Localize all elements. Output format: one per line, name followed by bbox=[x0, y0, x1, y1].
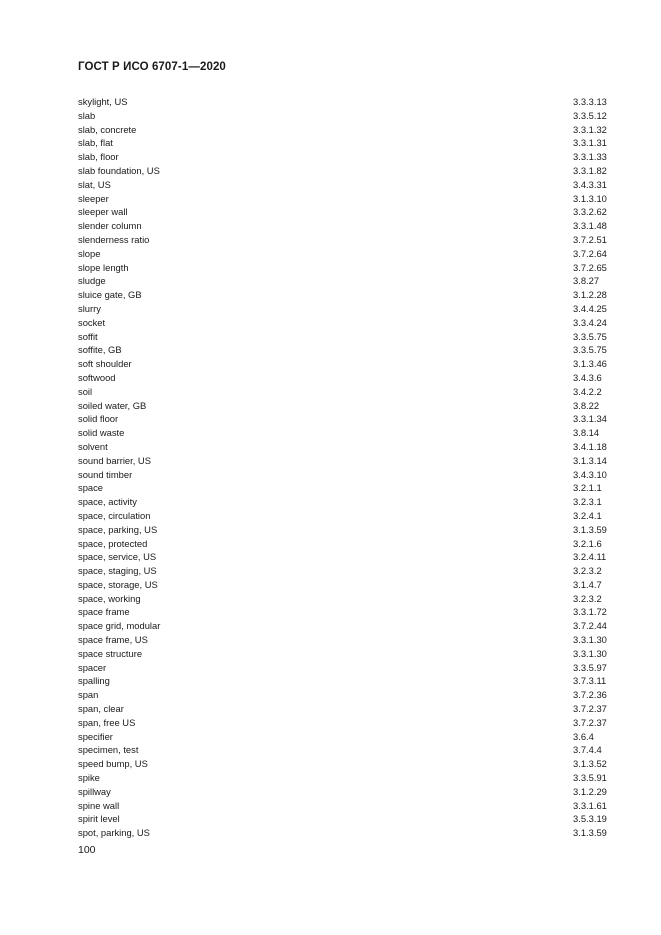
index-entry bbox=[78, 537, 611, 551]
index-entry bbox=[78, 109, 611, 123]
index-term: speed bump, US bbox=[78, 758, 148, 770]
index-term: soffite, GB bbox=[78, 344, 122, 356]
index-reference: 3.3.1.61 bbox=[573, 799, 607, 811]
index-term: space, protected bbox=[78, 537, 148, 549]
index-term: solid waste bbox=[78, 427, 125, 439]
index-term: soft shoulder bbox=[78, 358, 132, 370]
index-entry bbox=[78, 468, 611, 482]
index-term: sluice gate, GB bbox=[78, 289, 142, 301]
index-entry bbox=[78, 605, 611, 619]
index-reference: 3.3.4.24 bbox=[573, 316, 607, 328]
index-reference: 3.7.4.4 bbox=[573, 744, 602, 756]
index-term: span, clear bbox=[78, 703, 124, 715]
index-term: skylight, US bbox=[78, 96, 128, 107]
standard-designation: ГОСТ Р ИСО 6707-1—2020 bbox=[78, 61, 226, 73]
index-reference: 3.3.1.32 bbox=[573, 123, 607, 135]
index-reference: 3.3.1.48 bbox=[573, 220, 607, 232]
index-term: softwood bbox=[78, 371, 116, 383]
index-entry bbox=[78, 674, 611, 688]
index-entry bbox=[78, 302, 611, 316]
index-term: slab bbox=[78, 109, 96, 121]
index-reference: 3.6.4 bbox=[573, 730, 594, 742]
index-entry bbox=[78, 564, 611, 578]
index-entry bbox=[78, 205, 611, 219]
index-entry bbox=[78, 826, 611, 840]
index-reference: 3.3.2.62 bbox=[573, 206, 607, 218]
index-term: space, staging, US bbox=[78, 565, 157, 577]
index-reference: 3.3.5.97 bbox=[573, 661, 607, 673]
index-entry bbox=[78, 757, 611, 771]
index-entry bbox=[78, 716, 611, 730]
index-entry bbox=[78, 123, 611, 137]
index-entry bbox=[78, 150, 611, 164]
index-reference: 3.7.2.37 bbox=[573, 703, 607, 715]
index-term: spalling bbox=[78, 675, 110, 687]
index-term: solvent bbox=[78, 440, 108, 452]
index-entry bbox=[78, 343, 611, 357]
index-term: space grid, modular bbox=[78, 620, 161, 632]
index-term: space bbox=[78, 482, 104, 494]
index-entry bbox=[78, 812, 611, 826]
index-entry bbox=[78, 578, 611, 592]
index-entry bbox=[78, 702, 611, 716]
index-reference: 3.1.4.7 bbox=[573, 578, 602, 590]
index-term: spot, parking, US bbox=[78, 827, 150, 839]
index-entry bbox=[78, 399, 611, 413]
index-reference: 3.2.1.1 bbox=[573, 482, 602, 494]
index-reference: 3.2.4.11 bbox=[573, 551, 607, 563]
index-entry bbox=[78, 288, 611, 302]
index-entry bbox=[78, 647, 611, 661]
index-term: slab, concrete bbox=[78, 123, 137, 135]
index-reference: 3.3.1.31 bbox=[573, 137, 607, 149]
index-reference: 3.3.1.82 bbox=[573, 164, 607, 176]
index-reference: 3.3.5.75 bbox=[573, 344, 607, 356]
index-reference: 3.4.3.6 bbox=[573, 371, 602, 383]
index-reference: 3.3.5.12 bbox=[573, 109, 607, 121]
index-term: spike bbox=[78, 772, 100, 784]
index-reference: 3.7.2.64 bbox=[573, 247, 607, 259]
index-entry bbox=[78, 426, 611, 440]
index-reference: 3.1.3.52 bbox=[573, 758, 607, 770]
index-entry bbox=[78, 550, 611, 564]
index-term: spirit level bbox=[78, 813, 120, 825]
index-reference: 3.2.1.6 bbox=[573, 537, 602, 549]
index-term: spillway bbox=[78, 785, 111, 797]
index-entry bbox=[78, 385, 611, 399]
index-reference: 3.7.2.44 bbox=[573, 620, 607, 632]
index-entry bbox=[78, 454, 611, 468]
index-reference: 3.3.1.34 bbox=[573, 413, 607, 425]
index-reference: 3.4.2.2 bbox=[573, 385, 602, 397]
index-entry bbox=[78, 495, 611, 509]
index-reference: 3.4.4.25 bbox=[573, 302, 607, 314]
index-term: soiled water, GB bbox=[78, 399, 147, 411]
index-entry bbox=[78, 371, 611, 385]
index-reference: 3.1.3.10 bbox=[573, 192, 607, 204]
index-entry bbox=[78, 619, 611, 633]
index-term: spacer bbox=[78, 661, 107, 673]
index-entry bbox=[78, 136, 611, 150]
index-reference: 3.3.5.75 bbox=[573, 330, 607, 342]
index-term: specimen, test bbox=[78, 744, 139, 756]
index-reference: 3.8.27 bbox=[573, 275, 600, 287]
index-entry bbox=[78, 219, 611, 233]
index-entry bbox=[78, 688, 611, 702]
index-reference: 3.3.1.30 bbox=[573, 634, 607, 646]
index-entry bbox=[78, 743, 611, 757]
index-reference: 3.3.3.13 bbox=[573, 96, 607, 107]
index-reference: 3.1.2.29 bbox=[573, 785, 607, 797]
index-entry bbox=[78, 481, 611, 495]
index-reference: 3.3.1.33 bbox=[573, 151, 607, 163]
index-entry bbox=[78, 247, 611, 261]
index-reference: 3.7.2.51 bbox=[573, 233, 607, 245]
index-entry bbox=[78, 274, 611, 288]
index-entry bbox=[78, 440, 611, 454]
index-term: slenderness ratio bbox=[78, 233, 150, 245]
index-entry bbox=[78, 164, 611, 178]
index-reference: 3.2.3.1 bbox=[573, 496, 602, 508]
index-term: socket bbox=[78, 316, 106, 328]
index-entry bbox=[78, 233, 611, 247]
index-reference: 3.2.4.1 bbox=[573, 509, 602, 521]
index-reference: 3.7.2.36 bbox=[573, 689, 607, 701]
index-reference: 3.1.3.46 bbox=[573, 358, 607, 370]
index-reference: 3.7.3.11 bbox=[573, 675, 607, 687]
index-reference: 3.8.22 bbox=[573, 399, 600, 411]
index-reference: 3.4.1.18 bbox=[573, 440, 607, 452]
index-term: spine wall bbox=[78, 799, 120, 811]
index-reference: 3.1.3.59 bbox=[573, 523, 607, 535]
index-term: space frame bbox=[78, 606, 130, 618]
index-entry bbox=[78, 330, 611, 344]
index-reference: 3.8.14 bbox=[573, 427, 600, 439]
index-term: space structure bbox=[78, 647, 143, 659]
index-term: soffit bbox=[78, 330, 98, 342]
index-term: slab, flat bbox=[78, 137, 113, 149]
index-term: slope length bbox=[78, 261, 129, 273]
index-term: space, parking, US bbox=[78, 523, 158, 535]
index-entry bbox=[78, 523, 611, 537]
index-term: soil bbox=[78, 385, 93, 397]
index-reference: 3.7.2.37 bbox=[573, 716, 607, 728]
index-term: sleeper bbox=[78, 192, 109, 204]
index-reference: 3.4.3.31 bbox=[573, 178, 607, 190]
index-entry bbox=[78, 771, 611, 785]
index-term: space, storage, US bbox=[78, 578, 158, 590]
term-index-list bbox=[78, 95, 611, 840]
index-term: sound timber bbox=[78, 468, 133, 480]
index-entry bbox=[78, 730, 611, 744]
index-term: sludge bbox=[78, 275, 106, 287]
index-entry bbox=[78, 661, 611, 675]
index-term: specifier bbox=[78, 730, 113, 742]
index-term: space, circulation bbox=[78, 509, 151, 521]
index-term: sound barrier, US bbox=[78, 454, 151, 466]
index-entry bbox=[78, 785, 611, 799]
index-term: slab, floor bbox=[78, 151, 119, 163]
index-reference: 3.5.3.19 bbox=[573, 813, 607, 825]
index-term: span, free US bbox=[78, 716, 136, 728]
document-header bbox=[78, 61, 226, 73]
index-term: span bbox=[78, 689, 99, 701]
index-term: slope bbox=[78, 247, 101, 259]
index-term: space, working bbox=[78, 592, 141, 604]
index-reference: 3.2.3.2 bbox=[573, 565, 602, 577]
index-entry bbox=[78, 261, 611, 275]
index-entry bbox=[78, 633, 611, 647]
index-reference: 3.3.1.72 bbox=[573, 606, 607, 618]
index-entry bbox=[78, 509, 611, 523]
index-entry bbox=[78, 592, 611, 606]
index-term: slender column bbox=[78, 220, 142, 232]
index-term: slab foundation, US bbox=[78, 164, 160, 176]
index-term: space frame, US bbox=[78, 634, 148, 646]
index-term: solid floor bbox=[78, 413, 119, 425]
index-reference: 3.1.2.28 bbox=[573, 289, 607, 301]
index-entry bbox=[78, 192, 611, 206]
index-reference: 3.7.2.65 bbox=[573, 261, 607, 273]
index-entry bbox=[78, 357, 611, 371]
index-reference: 3.4.3.10 bbox=[573, 468, 607, 480]
index-term: sleeper wall bbox=[78, 206, 128, 218]
index-reference: 3.3.5.91 bbox=[573, 772, 607, 784]
index-reference: 3.3.1.30 bbox=[573, 647, 607, 659]
index-term: space, activity bbox=[78, 496, 137, 508]
index-entry bbox=[78, 316, 611, 330]
index-reference: 3.1.3.14 bbox=[573, 454, 607, 466]
index-term: slurry bbox=[78, 302, 101, 314]
index-entry bbox=[78, 799, 611, 813]
index-term: space, service, US bbox=[78, 551, 157, 563]
index-entry bbox=[78, 178, 611, 192]
page-number: 100 bbox=[78, 844, 96, 856]
index-entry bbox=[78, 412, 611, 426]
index-reference: 3.1.3.59 bbox=[573, 827, 607, 839]
index-term: slat, US bbox=[78, 178, 111, 190]
index-reference: 3.2.3.2 bbox=[573, 592, 602, 604]
index-entry bbox=[78, 95, 611, 109]
